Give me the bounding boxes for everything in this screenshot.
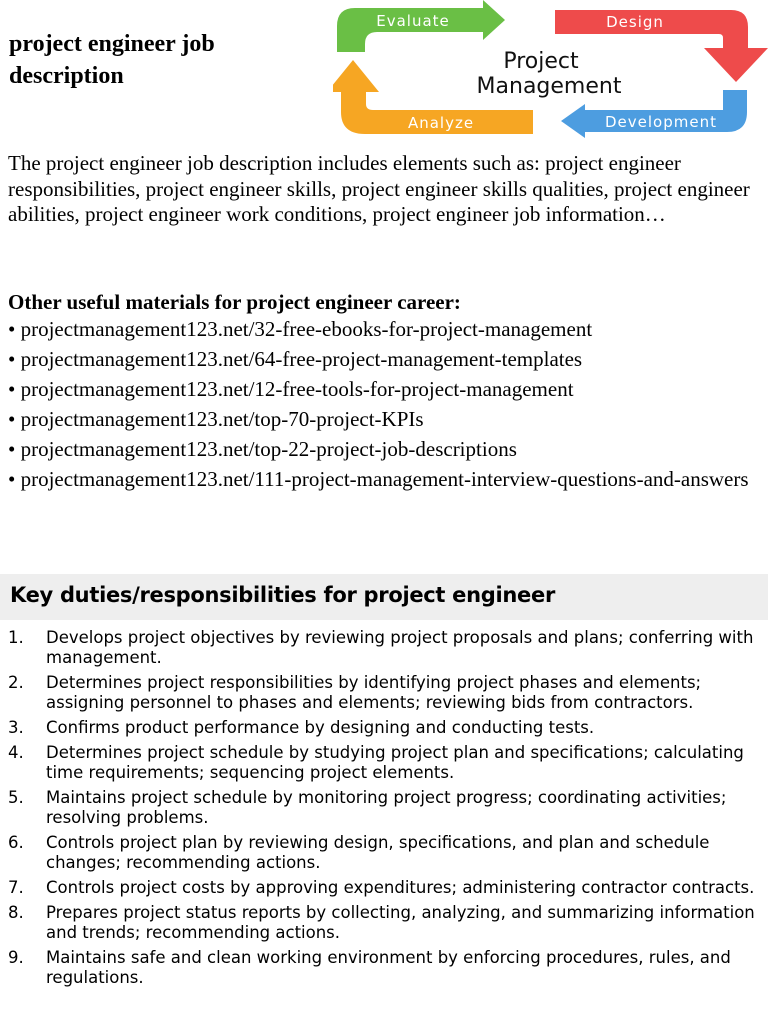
duties-header-band (0, 574, 768, 620)
duty-number: 9. (8, 948, 24, 967)
duty-item (8, 878, 768, 898)
duty-number: 8. (8, 903, 24, 922)
duty-text: Determines project schedule by studying project plan and specifications; calculating time requirements; sequencing project elements. (46, 743, 744, 782)
duty-text: Maintains safe and clean working environment by enforcing procedures, rules, and regulations. (46, 948, 731, 987)
project-management-cycle-diagram (333, 0, 768, 138)
duty-item (8, 718, 768, 738)
duty-number: 7. (8, 878, 24, 897)
duties-heading: Key duties/responsibilities for project engineer (10, 583, 556, 607)
duty-item (8, 903, 768, 943)
page-title: project engineer job description (9, 31, 215, 89)
development-label: Development (605, 113, 717, 131)
duty-item (8, 788, 768, 828)
duties-list (8, 628, 768, 993)
duty-text: Prepares project status reports by collecting, analyzing, and summarizing information and trends; recommending actions. (46, 903, 755, 942)
duty-number: 2. (8, 673, 24, 692)
duty-text: Develops project objectives by reviewing project proposals and plans; conferring with management. (46, 628, 754, 667)
duty-number: 6. (8, 833, 24, 852)
design-arrow (555, 10, 768, 82)
duty-text: Controls project plan by reviewing design, specifications, and plan and schedule changes; recommending actions. (46, 833, 710, 872)
material-link[interactable]: • projectmanagement123.net/111-project-management-interview-questions-and-answers (8, 467, 749, 491)
material-link[interactable]: • projectmanagement123.net/32-free-ebooks-for-project-management (8, 317, 593, 341)
evaluate-label: Evaluate (376, 12, 450, 30)
duty-text: Controls project costs by approving expenditures; administering contractor contracts. (46, 878, 755, 897)
duty-number: 1. (8, 628, 24, 647)
materials-heading: Other useful materials for project engineer career: (8, 290, 461, 314)
duty-number: 4. (8, 743, 24, 762)
duty-item (8, 743, 768, 783)
material-link[interactable]: • projectmanagement123.net/12-free-tools-for-project-management (8, 377, 574, 401)
duty-item (8, 948, 768, 988)
duty-text: Confirms product performance by designing and conducting tests. (46, 718, 595, 737)
duty-item (8, 628, 768, 668)
duty-number: 3. (8, 718, 24, 737)
materials-link-list (8, 318, 766, 498)
analyze-label: Analyze (407, 114, 475, 132)
evaluate-arrow (337, 0, 505, 52)
diagram-title-line2: Management (476, 74, 622, 99)
diagram-title-line1: Project (503, 49, 579, 74)
design-label: Design (606, 13, 664, 31)
intro-paragraph: The project engineer job description includes elements such as: project engineer responsibilities, project engineer skills, project engineer skills qualities, project engineer abilities, project engineer work conditions, project engineer job information… (8, 151, 750, 226)
duty-number: 5. (8, 788, 24, 807)
material-link[interactable]: • projectmanagement123.net/64-free-project-management-templates (8, 347, 583, 371)
material-link[interactable]: • projectmanagement123.net/top-22-project-job-descriptions (8, 437, 517, 461)
duty-text: Determines project responsibilities by identifying project phases and elements; assigning personnel to phases and elements; reviewing bids from contractors. (46, 673, 702, 712)
duty-text: Maintains project schedule by monitoring project progress; coordinating activities; resolving problems. (46, 788, 727, 827)
duty-item (8, 673, 768, 713)
duty-item (8, 833, 768, 873)
material-link[interactable]: • projectmanagement123.net/top-70-project-KPIs (8, 407, 424, 431)
